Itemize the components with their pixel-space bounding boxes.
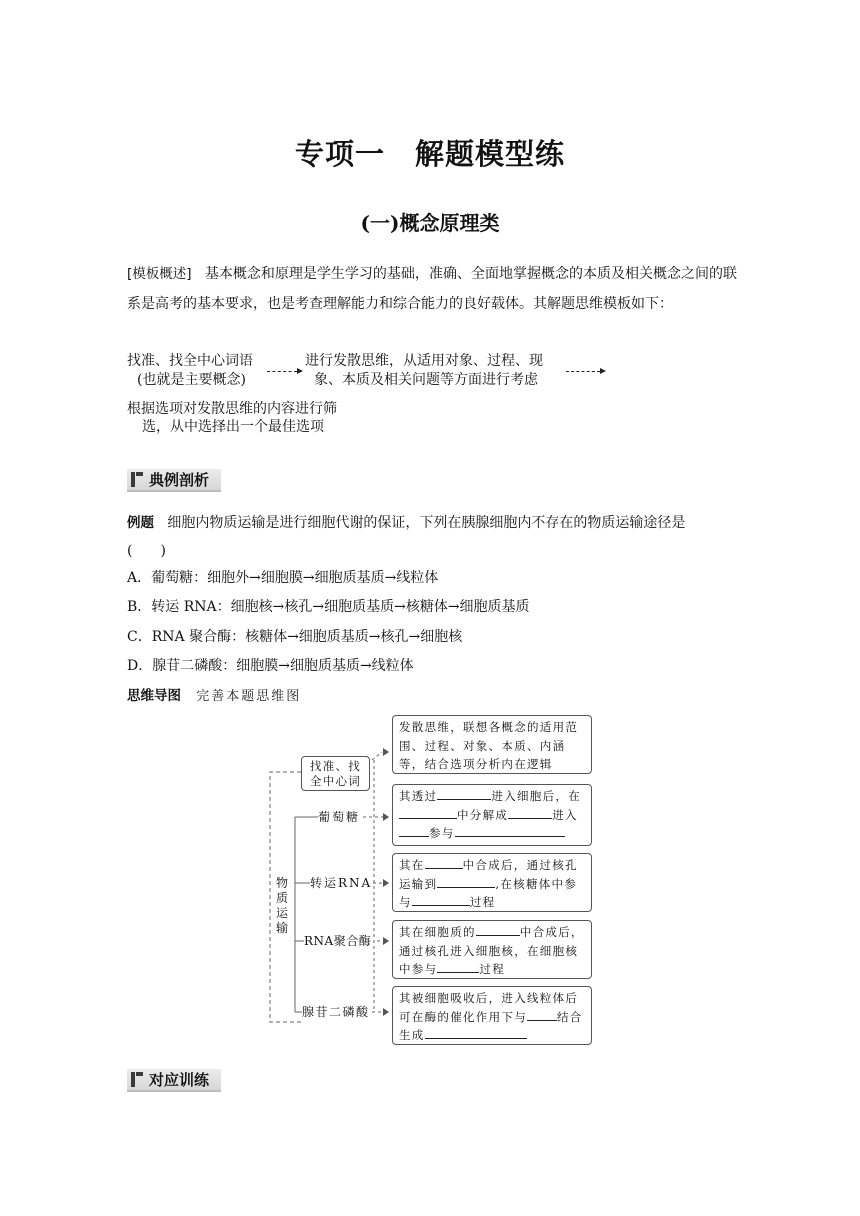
section-label: 对应训练 xyxy=(149,1071,210,1089)
box3-c: 过程 xyxy=(479,962,506,976)
branch-adp: 腺苷二磷酸 xyxy=(302,1005,370,1019)
branch-rna-polymerase: RNA聚合酶 xyxy=(304,934,372,948)
option-a: A．葡萄糖：细胞外→细胞膜→细胞质基质→线粒体 xyxy=(127,570,439,586)
box4-b: 结合生成 xyxy=(399,1009,583,1042)
blank xyxy=(508,806,552,819)
blank xyxy=(455,824,565,837)
page-subtitle: (一)概念原理类 xyxy=(360,211,500,235)
mindmap-box-glucose xyxy=(392,784,592,846)
box2-b: 中合成后，通过核孔运输到 xyxy=(399,858,578,891)
mindmap-root: 物质运输 xyxy=(275,876,288,935)
box3-a: 其在细胞质的 xyxy=(399,925,476,939)
branch-glucose: 葡萄糖 xyxy=(318,810,361,824)
template-tag: [模板概述] xyxy=(127,266,192,282)
box2-d: 过程 xyxy=(469,895,496,909)
blank xyxy=(476,923,520,936)
template-text: 基本概念和原理是学生学习的基础，准确、全面地掌握概念的本质及相关概念之间的联系是高考的基本要求，也是考查理解能力和综合能力的良好载体。其解题思维模板如下： xyxy=(127,266,737,312)
flow-step2-line1: 进行发散思维，从适用对象、过程、现 xyxy=(305,353,543,369)
blank xyxy=(527,1008,557,1021)
flow-step2-line2: 象、本质及相关问题等方面进行考虑 xyxy=(314,372,538,388)
blank xyxy=(425,1026,527,1039)
branch-trna: 转运RNA xyxy=(310,876,373,890)
blank xyxy=(399,824,429,837)
blank xyxy=(437,875,495,888)
mindmap-center-box: 找准、找全中心词 xyxy=(301,756,370,791)
box1-c: 中分解成 xyxy=(457,807,509,822)
section-label: 典例剖析 xyxy=(149,471,210,489)
section-marker-icon xyxy=(131,1072,143,1087)
box1-e: 参与 xyxy=(429,826,455,840)
page-title: 专项一 解题模型练 xyxy=(294,137,565,171)
blank xyxy=(425,856,463,869)
example-label: 例题 xyxy=(127,515,154,531)
mindmap-heading-label: 思维导图 xyxy=(127,688,181,704)
box1-b: 进入细胞后，在 xyxy=(491,789,582,803)
flow-step1-line1: 找准、找全中心词语 xyxy=(127,353,253,369)
blank xyxy=(412,893,470,906)
flow-step1-line2: (也就是主要概念) xyxy=(137,372,246,388)
blank xyxy=(437,960,479,973)
box1-a: 其透过 xyxy=(399,789,438,803)
mindmap-box-divergent: 发散思维，联想各概念的适用范围、过程、对象、本质、内涵等，结合选项分析内在逻辑 xyxy=(392,715,592,774)
box1-d: 进入 xyxy=(552,807,578,822)
box4-a: 其被细胞吸收后，进入线粒体后可在酶的催化作用下与 xyxy=(399,991,579,1024)
box2-a: 其在 xyxy=(399,858,425,872)
section-header-training xyxy=(127,1069,221,1092)
option-d: D．腺苷二磷酸：细胞膜→细胞质基质→线粒体 xyxy=(127,658,414,674)
blank xyxy=(399,806,457,819)
mindmap-box-trna xyxy=(392,853,592,912)
flow-step3-line2: 选，从中选择出一个最佳选项 xyxy=(142,419,324,435)
flow-step3-line1: 根据选项对发散思维的内容进行筛 xyxy=(127,401,337,417)
box2-c: ,在核糖体中参与 xyxy=(399,876,578,909)
answer-paren: ( ) xyxy=(127,543,166,559)
mindmap-box-rna-polymerase xyxy=(392,920,592,979)
blank xyxy=(437,787,491,800)
option-c: C．RNA 聚合酶：核糖体→细胞质基质→核孔→细胞核 xyxy=(127,629,463,645)
mindmap-heading-note: 完善本题思维图 xyxy=(196,689,302,704)
option-b: B．转运 RNA：细胞核→核孔→细胞质基质→核糖体→细胞质基质 xyxy=(127,599,530,615)
mindmap-box-adp xyxy=(392,986,592,1045)
box3-b: 中合成后，通过核孔进入细胞核，在细胞核中参与 xyxy=(399,925,584,976)
example-stem-text: 细胞内物质运输是进行细胞代谢的保证，下列在胰腺细胞内不存在的物质运输途径是 xyxy=(167,515,686,531)
